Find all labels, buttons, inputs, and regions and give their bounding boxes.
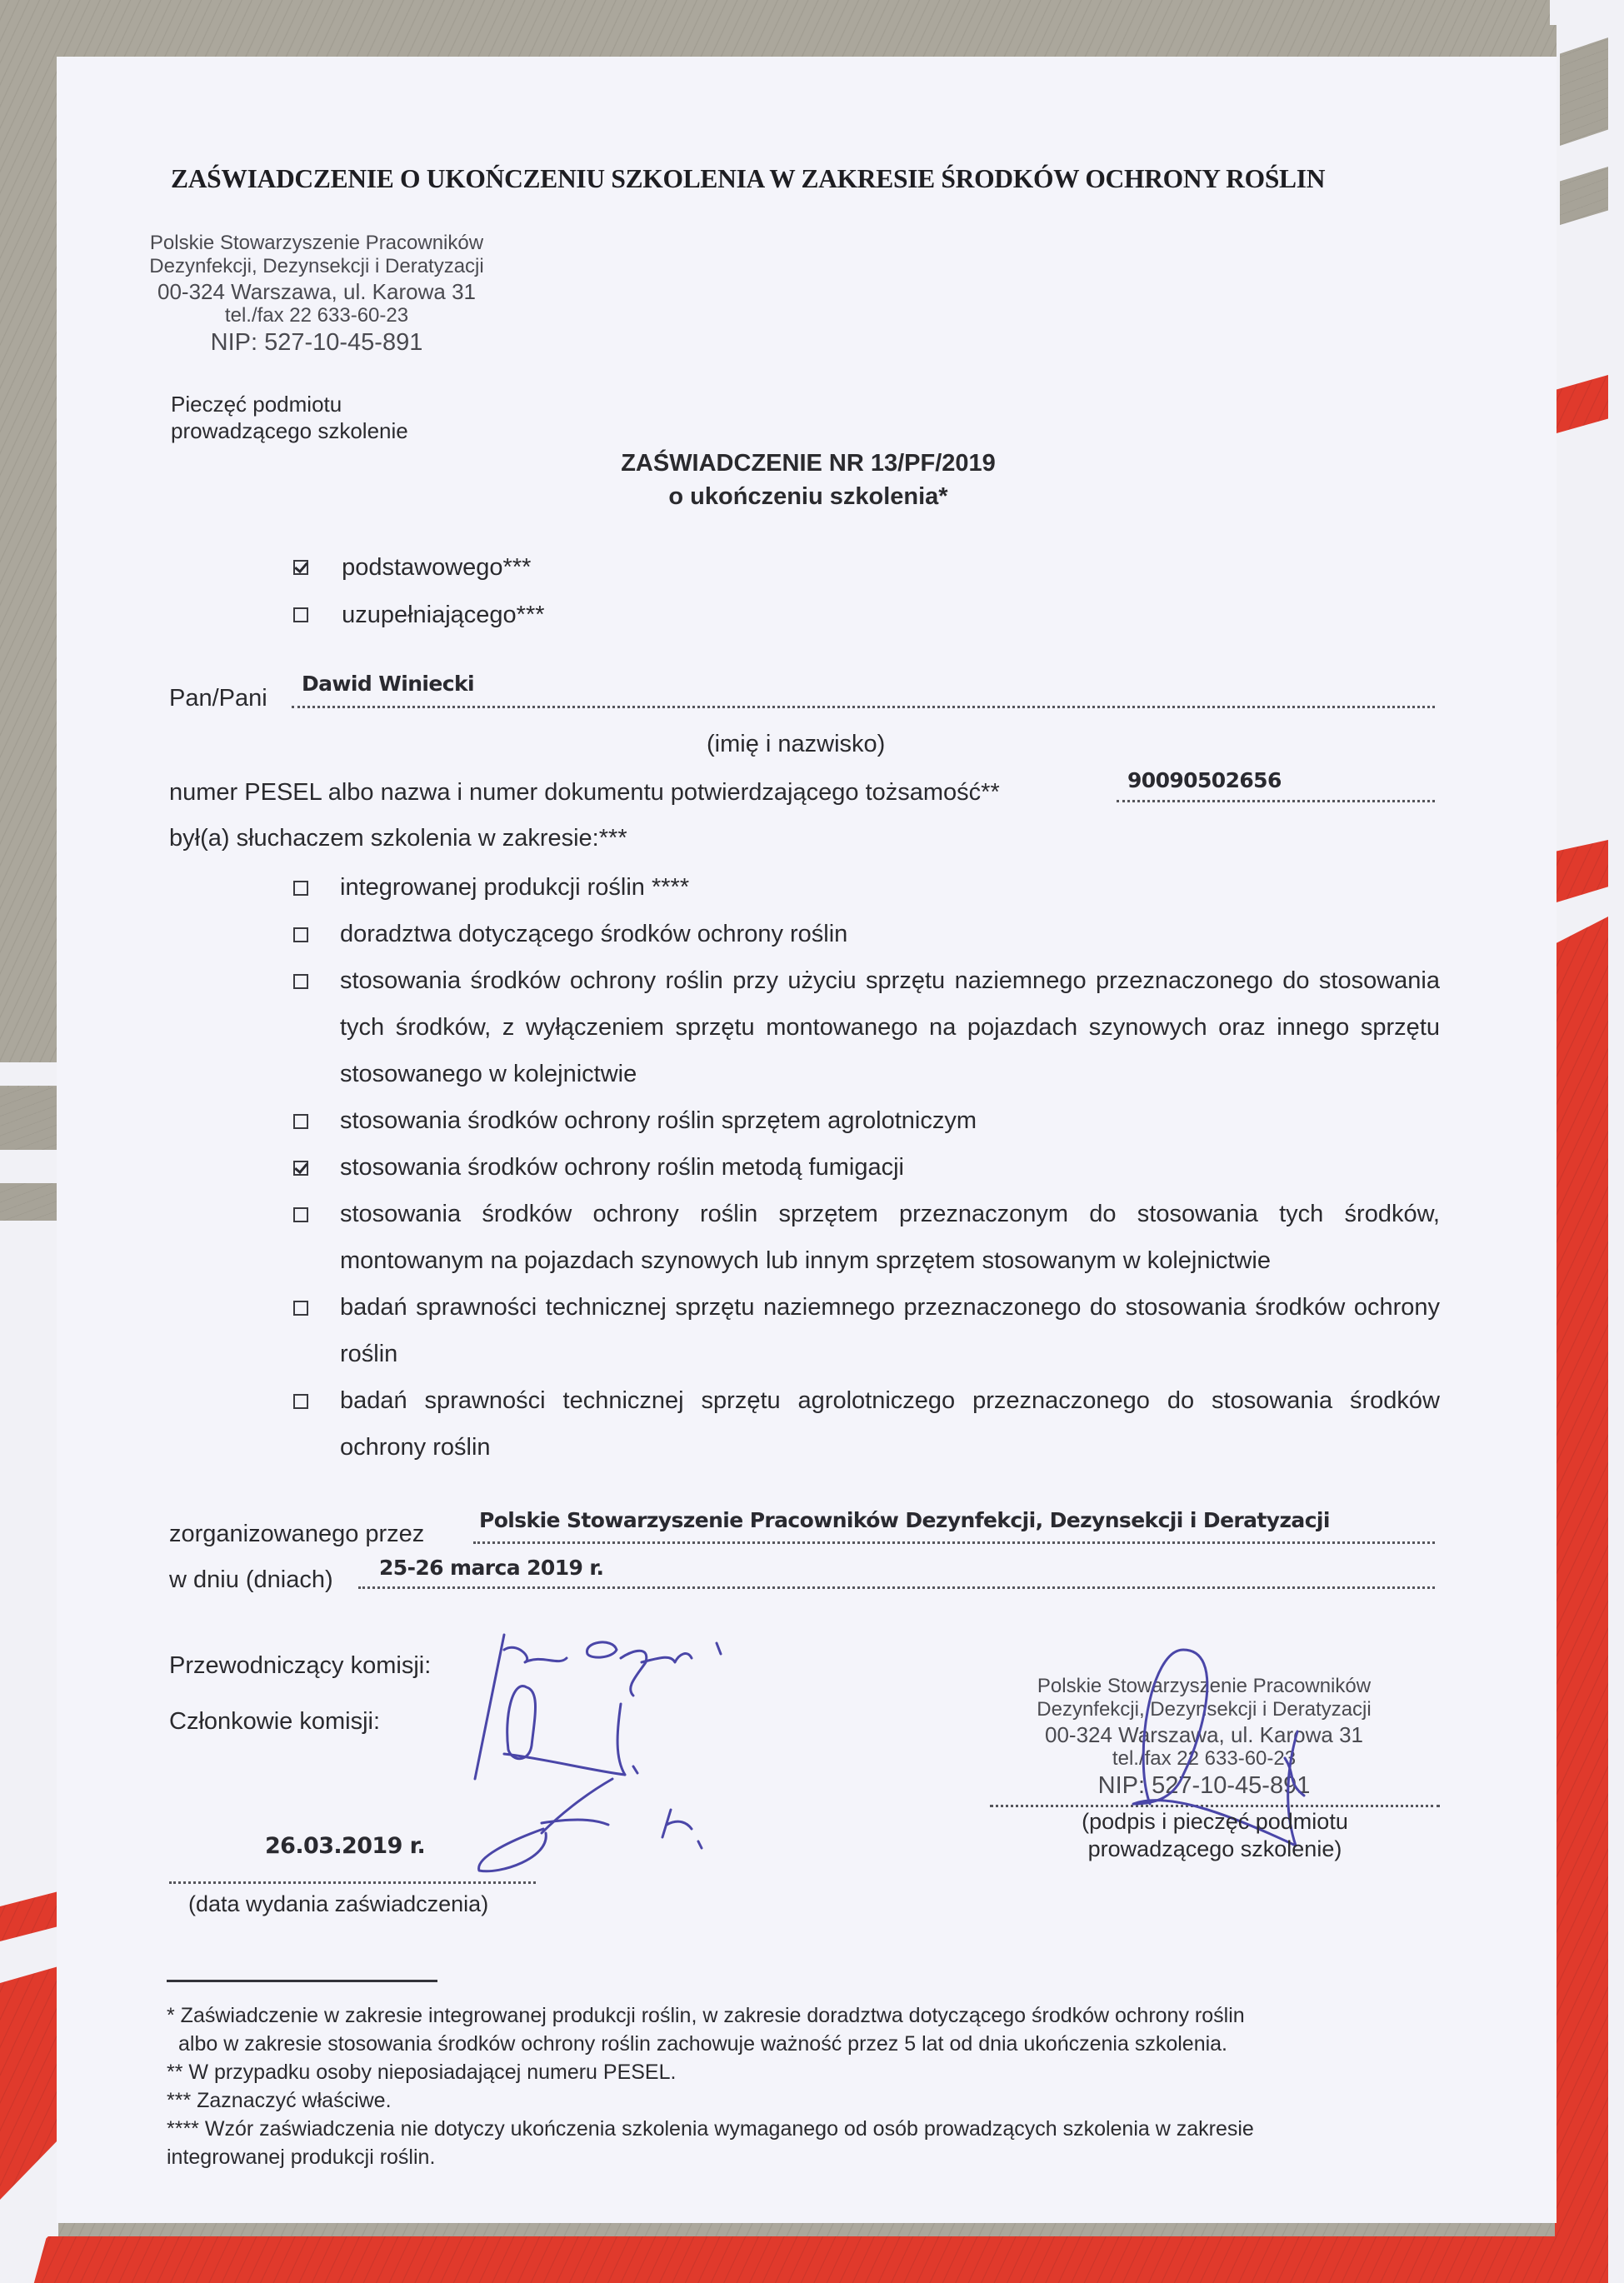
committee-members-label: Członkowie komisji: <box>169 1708 381 1735</box>
organizer-value: Polskie Stowarzyszenie Pracowników Dezynfekcji, Dezynsekcji i Deratyzacji <box>479 1508 1330 1532</box>
header-stamp-caption <box>171 392 408 444</box>
signature-stroke <box>479 1829 547 1871</box>
training-type-basic[interactable] <box>293 554 531 582</box>
certificate-subtitle: o ukończeniu szkolenia* <box>668 483 948 510</box>
border-stripe-red <box>1555 917 1608 2283</box>
scope-option-label: stosowania środków ochrony roślin metodą fumigacji <box>340 1154 904 1181</box>
scope-option-label: integrowanej produkcji roślin **** <box>340 874 690 901</box>
dates-dotted-line <box>358 1586 1435 1589</box>
training-type-supplementary[interactable] <box>293 602 545 629</box>
signature-stroke <box>621 1651 647 1696</box>
signature-stroke <box>698 1841 702 1848</box>
stamp-line: Dezynfekcji, Dezynsekcji i Deratyzacji <box>149 255 484 278</box>
signature-stroke <box>587 1642 617 1657</box>
signature-stroke <box>642 1654 692 1662</box>
dates-value: 25-26 marca 2019 r. <box>379 1556 604 1580</box>
scope-option-label: stosowania środków ochrony roślin przy użyciu sprzętu naziemnego przeznaczonego do stosowania tych środków, z wyłączeniem sprzętu montowanego na pojazdach szynowych oraz innego sprzętu stosowanego w kolejnictwie <box>340 967 1440 1087</box>
signature-stroke <box>507 1686 536 1759</box>
checkbox-icon[interactable] <box>293 1207 308 1222</box>
footnotes <box>167 2001 1450 2171</box>
checkbox-icon[interactable] <box>293 927 308 942</box>
checkbox-icon[interactable] <box>293 1394 308 1409</box>
border-stripe-grey <box>1560 37 1608 146</box>
issue-date-value: 26.03.2019 r. <box>265 1833 426 1859</box>
person-dotted-line <box>292 706 1435 708</box>
stamp-line: tel./fax 22 633-60-23 <box>1112 1747 1297 1771</box>
checkbox-icon[interactable] <box>293 1301 308 1316</box>
footnote: albo w zakresie stosowania środków ochrony roślin zachowuje ważność przez 5 lat od dnia ukończenia szkolenia. <box>178 2032 1227 2056</box>
stamp-line: Dezynfekcji, Dezynsekcji i Deratyzacji <box>1037 1698 1372 1721</box>
stamp-line: tel./fax 22 633-60-23 <box>224 304 409 327</box>
border-stripe-red <box>0 2236 1608 2283</box>
stamp-line: 00-324 Warszawa, ul. Karowa 31 <box>157 278 476 304</box>
footnote: **** Wzór zaświadczenia nie dotyczy ukończenia szkolenia wymaganego od osób prowadzących szkolenia w zakresie <box>167 2117 1254 2141</box>
committee-signatures <box>467 1625 817 1875</box>
signature-stroke <box>633 1766 637 1773</box>
footnote: * Zaświadczenie w zakresie integrowanej produkcji roślin, w zakresie doradztwa dotyczącego środków ochrony roślin <box>167 2004 1245 2027</box>
border-gap <box>0 1062 58 1086</box>
stamp-line: 00-324 Warszawa, ul. Karowa 31 <box>1044 1721 1363 1747</box>
footnote-separator <box>167 1980 437 1982</box>
training-type-label: podstawowego*** <box>342 554 532 581</box>
stamp-line: Polskie Stowarzyszenie Pracowników <box>1037 1675 1372 1697</box>
border-stripe-grey <box>0 1087 58 1150</box>
stamp-line: Polskie Stowarzyszenie Pracowników <box>149 232 484 254</box>
scope-option-label: stosowania środków ochrony roślin sprzętem przeznaczonym do stosowania tych środków, montowanym na pojazdach szynowych lub innym sprzętem stosowanym w kolejnictwie <box>340 1201 1440 1274</box>
scope-intro: był(a) słuchaczem szkolenia w zakresie:*** <box>169 825 627 852</box>
signature-stroke <box>542 1779 612 1833</box>
border-stripe-grey <box>0 1183 58 1221</box>
checkbox-icon[interactable] <box>293 1114 308 1129</box>
signature-stroke <box>504 1754 625 1775</box>
scope-option-label: stosowania środków ochrony roślin sprzętem agrolotniczym <box>340 1107 977 1134</box>
pesel-value: 90090502656 <box>1127 768 1282 792</box>
border-gap <box>1550 0 1624 25</box>
signature-stroke <box>504 1647 567 1662</box>
footnote: *** Zaznaczyć właściwe. <box>167 2089 392 2112</box>
issue-date-caption: (data wydania zaświadczenia) <box>188 1891 489 1916</box>
scope-option-label: doradztwa dotyczącego środków ochrony roślin <box>340 921 848 947</box>
person-label: Pan/Pani <box>169 685 267 712</box>
pesel-label: numer PESEL albo nazwa i numer dokumentu potwierdzającego tożsamość** <box>169 779 1000 806</box>
signature-stroke <box>667 1821 692 1829</box>
checkbox-checked-icon[interactable] <box>293 560 308 575</box>
issue-date-dotted-line <box>169 1881 536 1884</box>
organizer-dotted-line <box>473 1541 1435 1544</box>
pesel-dotted-line <box>1117 800 1435 802</box>
person-name-value: Dawid Winiecki <box>302 672 474 696</box>
scope-option-label: badań sprawności technicznej sprzętu agrolotniczego przeznaczonego do stosowania środków ochrony roślin <box>340 1387 1440 1461</box>
header-stamp <box>125 232 508 357</box>
caption-line: prowadzącego szkolenie <box>171 417 408 443</box>
certificate-number: ZAŚWIADCZENIE NR 13/PF/2019 <box>621 450 996 477</box>
footnote: ** W przypadku osoby nieposiadającej numeru PESEL. <box>167 2061 677 2084</box>
border-gap <box>0 1150 58 1183</box>
signature-stroke <box>717 1643 721 1654</box>
footer-stamp-caption <box>990 1808 1440 1863</box>
dates-label: w dniu (dniach) <box>169 1566 333 1593</box>
stamp-line: NIP: 527-10-45-891 <box>1097 1771 1311 1799</box>
main-title: ZAŚWIADCZENIE O UKOŃCZENIU SZKOLENIA W ZAKRESIE ŚRODKÓW OCHRONY ROŚLIN <box>171 164 1326 193</box>
person-caption: (imię i nazwisko) <box>707 731 886 757</box>
scope-option-label: badań sprawności technicznej sprzętu naziemnego przeznaczonego do stosowania środków ochrony roślin <box>340 1294 1440 1367</box>
caption-line: Pieczęć podmiotu <box>171 392 342 417</box>
checkbox-icon[interactable] <box>293 974 308 989</box>
signature-stroke <box>617 1704 625 1775</box>
training-type-label: uzupełniającego*** <box>342 602 545 628</box>
checkbox-icon[interactable] <box>293 881 308 896</box>
organizer-label: zorganizowanego przez <box>169 1521 425 1547</box>
footnote: integrowanej produkcji roślin. <box>167 2146 436 2169</box>
checkbox-icon[interactable] <box>293 607 308 622</box>
caption-line: prowadzącego szkolenie) <box>1087 1836 1342 1861</box>
checkbox-checked-icon[interactable] <box>293 1161 308 1176</box>
signature-stroke <box>475 1635 504 1779</box>
committee-chair-label: Przewodniczący komisji: <box>169 1652 432 1679</box>
stamp-line: NIP: 527-10-45-891 <box>210 328 423 356</box>
caption-line: (podpis i pieczęć podmiotu <box>1082 1809 1348 1834</box>
